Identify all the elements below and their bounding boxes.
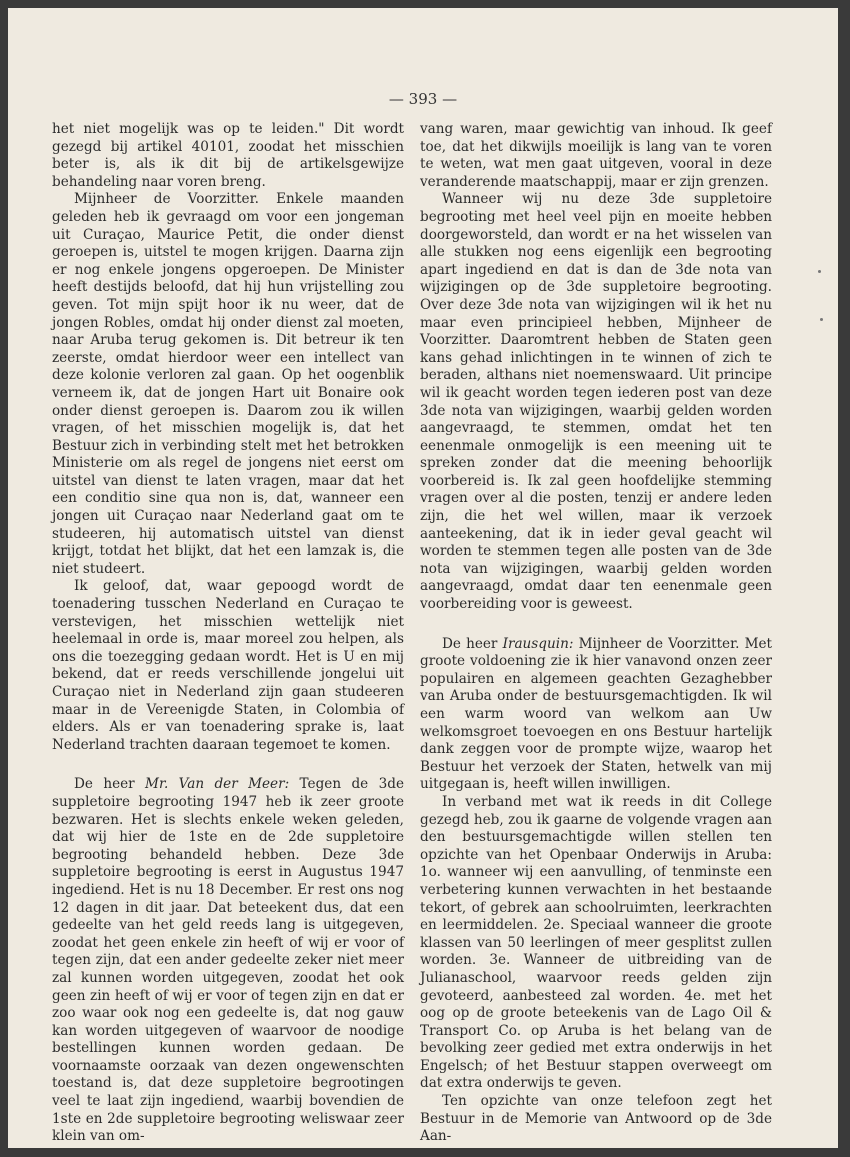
speech-text: Tegen de 3de suppletoire begrooting 1947 heb ik zeer groote bezwaren. Het is slechts enkele weken geleden, dat wij hier de 1ste en de 2de suppletoire begrooting behandeld hebben. Deze 3de suppletoire begrooting is eerst in Augustus 1947 ingediend. Het is nu 18 December. Er rest ons nog 12 dagen in dit jaar. Dat beteekent dus, dat een gedeelte van het geld reeds lang is uitgegeven, zoodat het geen enkele zin heeft of wij er voor of tegen zijn, dat een ander gedeelte zeker niet meer zal kunnen worden uitgegeven, zoodat het ook geen zin heeft of wij er voor of tegen zijn en dat er zoo waar ook nog een gedeelte is, dat nog gauw kan worden uitgegeven of waarvoor de noodige bestellingen kunnen worden gedaan. De voornaamste oorzaak van dezen ongewenschten toestand is, dat deze suppletoire begrootingen veel te laat zijn ingediend, waarbij bovendien de 1ste en 2de suppletoire begrooting weliswaar zeer klein van om- xyxy=(52,776,404,1145)
page-number: — 393 — xyxy=(388,90,458,108)
speaker-prefix: De heer xyxy=(442,635,503,652)
document-page xyxy=(8,8,838,1148)
right-column xyxy=(420,121,772,1146)
speaker-prefix: De heer xyxy=(74,776,146,793)
left-column xyxy=(52,121,404,1146)
speech-text: Mijnheer de Voorzitter. Met groote voldoening zie ik hier vanavond onzen zeer populairen en algemeen geachten Gezaghebber van Aruba onder de bestuursgemachtigden. Ik wil een warm woord van welkom aan Uw welkomsgroet toevoegen en ons Bestuur hartelijk dank zeggen voor de prompte wijze, waarop het Bestuur het verzoek der Staten, hetwelk van mij uitgegaan is, heeft willen inwilligen. xyxy=(420,635,772,793)
left-paragraph-2: Mijnheer de Voorzitter. Enkele maanden geleden heb ik gevraagd om voor een jongeman uit Curaçao, Maurice Petit, die onder dienst geroepen is, uitstel te mogen krijgen. Daarna zijn er nog enkele jongens opgeroepen. De Minister heeft destijds beloofd, dat hij hun vrijstelling zou geven. Tot mijn spijt hoor ik nu weer, dat de jongen Robles, omdat hij onder dienst zal moeten, naar Aruba terug gekomen is. Dit betreur ik ten zeerste, omdat hierdoor weer een intellect van deze kolonie verloren zal gaan. Op het oogenblik verneem ik, dat de jongen Hart uit Bonaire ook onder dienst geroepen is. Daarom zou ik willen vragen, of het misschien mogelijk is, dat het Bestuur zich in verbinding stelt met het betrokken Ministerie om als regel de jongens niet eerst om uitstel van dienst te laten vragen, maar dat het een conditio sine qua non is, dat, wanneer een jongen uit Curaçao naar Nederland gaat om te studeeren, hij automatisch uitstel van dienst krijgt, totdat het blijkt, dat het een lamzak is, die niet studeert. xyxy=(52,191,404,577)
speaker-name: Irausquin: xyxy=(502,635,574,652)
right-paragraph-3 xyxy=(420,636,772,794)
left-paragraph-1: het niet mogelijk was op te leiden." Dit wordt gezegd bij artikel 40101, zoodat het misschien beter is, als ik dit bij de artikelsgewijze behandeling naar voren breng. xyxy=(52,121,404,190)
left-paragraph-4 xyxy=(52,776,404,1145)
right-paragraph-1: vang waren, maar gewichtig van inhoud. Ik geef toe, dat het dikwijls moeilijk is lang van te voren te weten, wat men gaat uitgeven, vooral in deze veranderende maatschappij, maar er zijn grenzen. xyxy=(420,121,772,190)
right-paragraph-5: Ten opzichte van onze telefoon zegt het Bestuur in de Memorie van Antwoord op de 3de Aan- xyxy=(420,1093,772,1145)
margin-mark xyxy=(818,270,821,273)
left-paragraph-3: Ik geloof, dat, waar gepoogd wordt de toenadering tusschen Nederland en Curaçao te verstevigen, het misschien wettelijk niet heelemaal in orde is, maar moreel zou helpen, als ons die toezegging gedaan wordt. Het is U en mij bekend, dat er reeds verschillende jongelui uit Curaçao niet in Nederland zijn gaan studeeren maar in de Vereenigde Staten, in Colombia of elders. Als er van toenadering sprake is, laat Nederland trachten daaraan tegemoet te komen. xyxy=(52,578,404,753)
speaker-name: Mr. Van der Meer: xyxy=(145,776,290,793)
right-paragraph-2: Wanneer wij nu deze 3de suppletoire begrooting met heel veel pijn en moeite hebben doorgeworsteld, dan wordt er na het wisselen van alle stukken nog eens eigenlijk een begrooting apart ingediend en dat is dan de 3de nota van wijzigingen op de 3de suppletoire begrooting. Over deze 3de nota van wijzigingen wil ik het nu maar even principieel hebben, Mijnheer de Voorzitter. Daaromtrent hebben de Staten geen kans gehad inlichtingen in te winnen of zich te beraden, althans niet noemenswaard. Uit principe wil ik geacht worden tegen iederen post van deze 3de nota van wijzigingen, waarbij gelden worden aangevraagd, te stemmen, omdat het ten eenenmale onmogelijk is een meening uit te spreken zonder dat die meening behoorlijk voorbereid is. Ik zal geen hoofdelijke stemming vragen over al die posten, tenzij er andere leden zijn, die het wel willen, maar ik verzoek aanteekening, dat ik in ieder geval geacht wil worden te stemmen tegen alle posten van de 3de nota van wijzigingen, waarbij gelden worden aangevraagd, omdat daar ten eenenmale geen voorbereiding voor is geweest. xyxy=(420,191,772,613)
right-paragraph-4: In verband met wat ik reeds in dit College gezegd heb, zou ik gaarne de volgende vragen aan den bestuursgemachtigde willen stellen ten opzichte van het Openbaar Onderwijs in Aruba: 1o. wanneer wij een aanvulling, of tenminste een verbetering kunnen verwachten in het bestaande tekort, of gebrek aan schoolruimten, leerkrachten en leermiddelen. 2e. Speciaal wanneer die groote klassen van 50 leerlingen of meer gesplitst zullen worden. 3e. Wanneer de uitbreiding van de Julianaschool, waarvoor reeds gelden zijn gevoteerd, aanbesteed zal worden. 4e. met het oog op de groote beteekenis van de Lago Oil & Transport Co. op Aruba is het belang van de bevolking zeer gedied met extra onderwijs in het Engelsch; of het Bestuur stappen overweegt om dat extra onderwijs te geven. xyxy=(420,793,772,1092)
margin-mark xyxy=(820,318,823,321)
